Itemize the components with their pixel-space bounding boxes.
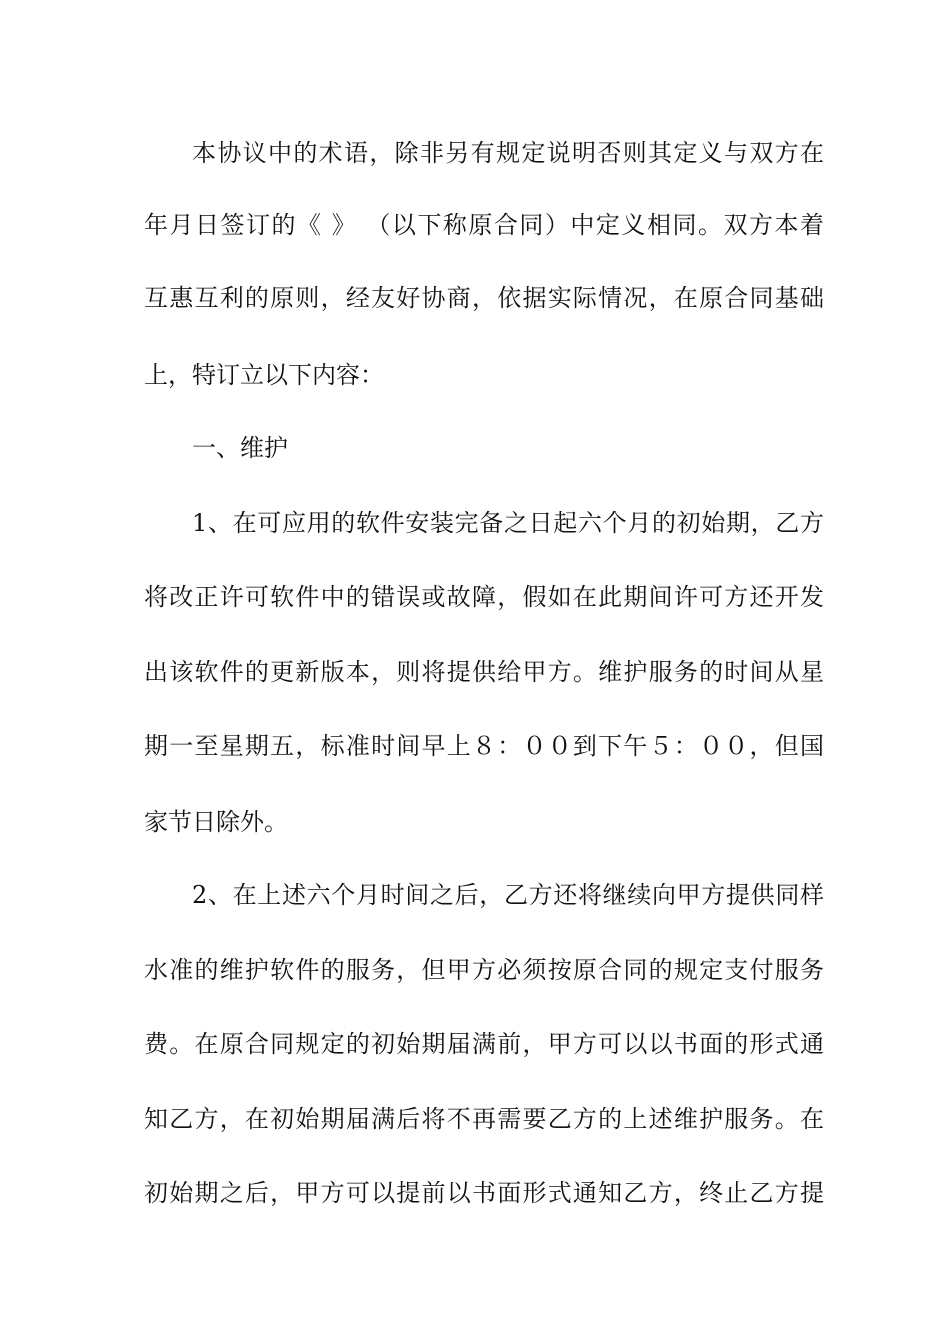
paragraph-line: 水准的维护软件的服务，但甲方必须按原合同的规定支付服务 bbox=[144, 956, 824, 984]
paragraph-line: 1、在可应用的软件安装完备之日起六个月的初始期，乙方 bbox=[192, 509, 824, 537]
paragraph-line: 费。在原合同规定的初始期届满前，甲方可以以书面的形式通 bbox=[144, 1030, 824, 1058]
paragraph-line: 2、在上述六个月时间之后，乙方还将继续向甲方提供同样 bbox=[192, 881, 824, 909]
paragraph-line: 互惠互利的原则，经友好协商，依据实际情况，在原合同基础 bbox=[144, 284, 824, 312]
paragraph-line: 知乙方，在初始期届满后将不再需要乙方的上述维护服务。在 bbox=[144, 1105, 824, 1133]
paragraph-line: 家节日除外。 bbox=[144, 808, 288, 836]
paragraph-line: 上，特订立以下内容： bbox=[144, 361, 384, 389]
paragraph-line: 本协议中的术语，除非另有规定说明否则其定义与双方在 bbox=[192, 139, 824, 167]
paragraph-line: 初始期之后，甲方可以提前以书面形式通知乙方，终止乙方提 bbox=[144, 1179, 824, 1207]
paragraph-line: 出该软件的更新版本，则将提供给甲方。维护服务的时间从星 bbox=[144, 658, 824, 686]
paragraph-line: 年月日签订的《 》 （以下称原合同）中定义相同。双方本着 bbox=[144, 211, 824, 239]
paragraph-line: 将改正许可软件中的错误或故障，假如在此期间许可方还开发 bbox=[144, 583, 824, 611]
paragraph-line: 期一至星期五，标准时间早上８：００到下午５：００，但国 bbox=[144, 732, 824, 760]
section-heading: 一、维护 bbox=[192, 434, 288, 462]
